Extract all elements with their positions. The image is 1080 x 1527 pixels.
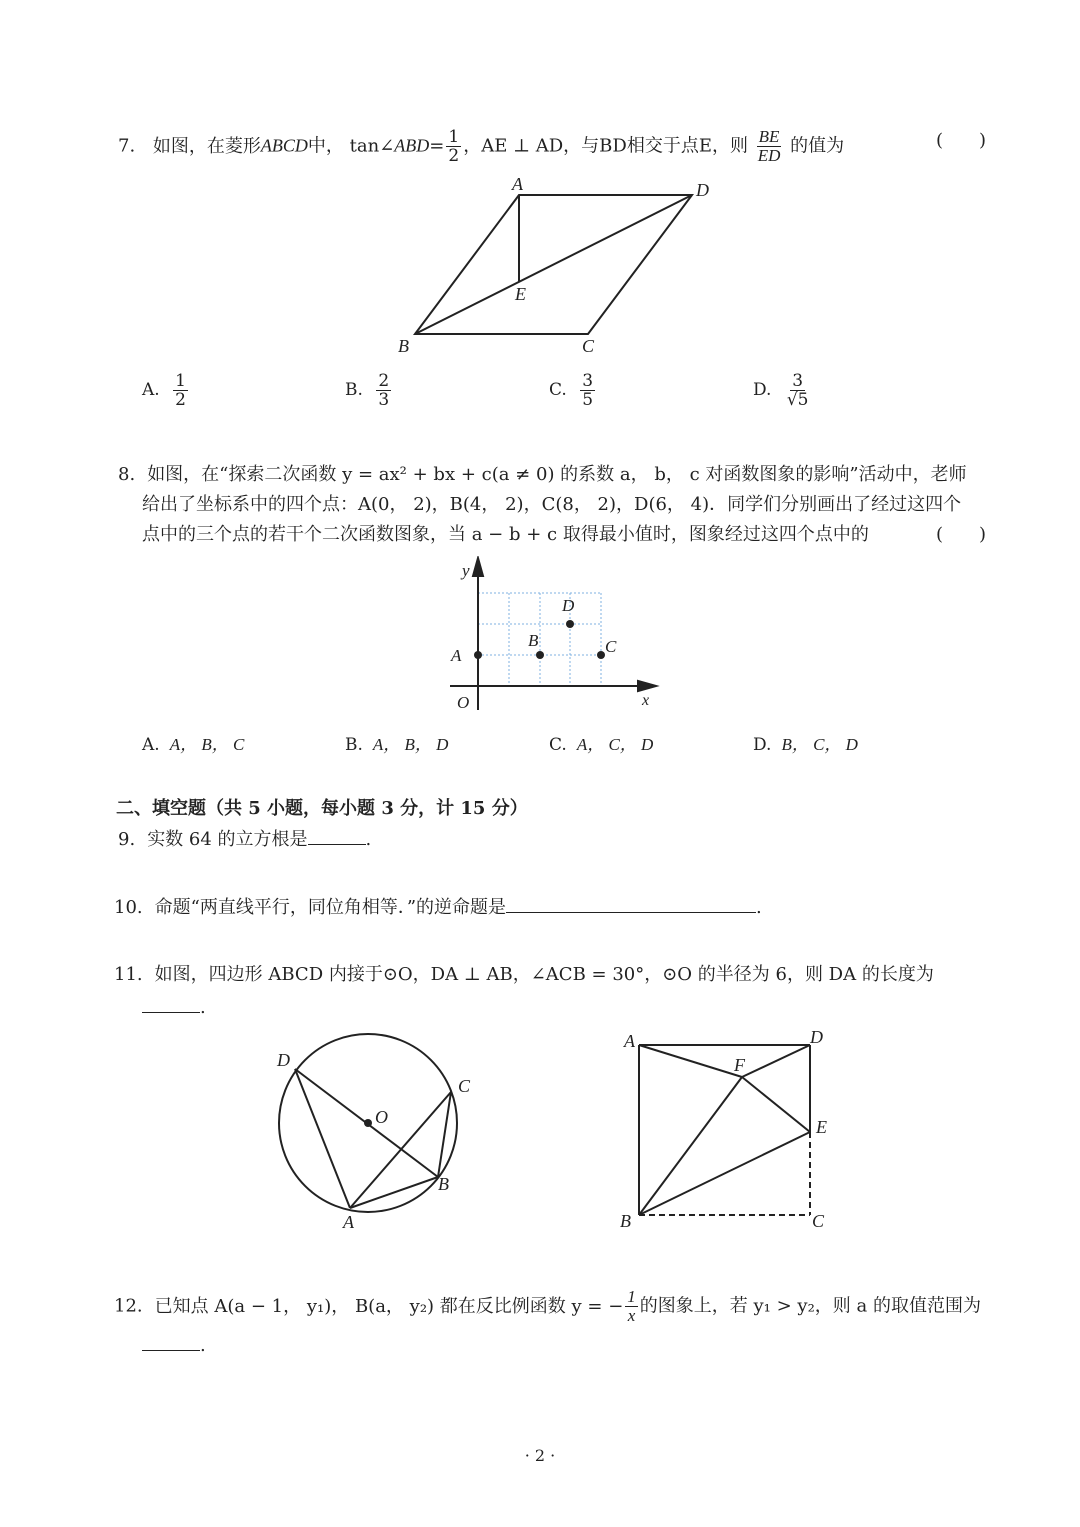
q7-stem: 7. 如图，在菱形ABCD中， tan∠ABD= $\frac{1}{2}$ ，AE ⊥ AD，与BD相交于点E，则 $\frac{BE}{ED}$ 的值为: [118, 127, 845, 166]
label-d: D: [562, 596, 575, 615]
q12-fraction: $\frac{1}{x}$: [627, 1287, 636, 1325]
q11-number: 11.: [114, 964, 143, 985]
label-d: D: [277, 1050, 290, 1070]
q10-answer-blank[interactable]: [506, 894, 756, 913]
label-d: D: [696, 180, 709, 200]
label-c: C: [605, 637, 617, 656]
label-d: D: [810, 1027, 823, 1047]
q8-option-c[interactable]: C. A， C， D: [549, 735, 654, 755]
q8-stem-line2: 给出了坐标系中的四个点：A(0， 2)，B(4， 2)，C(8， 2)，D(6， 4)．同学们分别画出了经过这四个: [142, 494, 962, 515]
label-x: x: [642, 692, 650, 709]
label-f: F: [734, 1055, 745, 1075]
q8-coordinate-figure: [440, 556, 670, 716]
label-b: B: [620, 1211, 631, 1231]
q7-option-d[interactable]: D. $\frac{3}{√5}$: [753, 371, 809, 410]
q7-tan-fraction: $\frac{1}{2}$: [448, 127, 460, 166]
label-a: A: [624, 1031, 635, 1051]
section-2-title: 二、填空题（共 5 小题，每小题 3 分，计 15 分）: [116, 798, 528, 819]
q12-stem: 12. 已知点 A(a − 1， y₁)， B(a， y₂) 都在反比例函数 y = − $\frac{1}{x}$ 的图象上，若 y₁ > y₂，则 a 的取值范围为: [114, 1287, 981, 1325]
center-o: [364, 1119, 372, 1127]
q10-number: 10.: [114, 897, 143, 918]
q8-answer-paren: ( ): [936, 524, 987, 545]
point-b: [536, 651, 544, 659]
q10: 10. 命题“两直线平行，同位角相等．”的逆命题是 .: [114, 894, 762, 921]
segment-fe: [742, 1077, 810, 1132]
label-o: O: [457, 693, 470, 712]
label-c: C: [812, 1211, 825, 1231]
q8-stem-line1: 8. 如图，在“探索二次函数 y = ax² + bx + c(a ≠ 0) 的系数 a， b， c 对函数图象的影响”活动中，老师: [118, 464, 967, 485]
x-axis-arrow: [638, 681, 656, 691]
page-number: · 2 ·: [524, 1446, 556, 1465]
q8-option-b[interactable]: B. A， B， D: [345, 735, 449, 755]
q9-answer-blank[interactable]: [308, 826, 366, 845]
q7-option-c[interactable]: C. $\frac{3}{5}$: [549, 371, 594, 410]
point-a: [474, 651, 482, 659]
label-a: A: [451, 646, 462, 665]
q7-answer-paren: ( ): [936, 130, 987, 151]
label-e: E: [816, 1117, 827, 1137]
label-o: O: [375, 1107, 388, 1127]
label-e: E: [515, 284, 526, 304]
q12-number: 12.: [114, 1295, 143, 1317]
label-y: y: [462, 561, 470, 580]
segment-be: [639, 1132, 810, 1215]
q9: 9. 实数 64 的立方根是 .: [118, 826, 371, 853]
label-b: B: [398, 336, 409, 356]
diagonal-bd: [415, 195, 692, 334]
square-figure: [612, 1025, 837, 1235]
q11-answer-line: .: [142, 994, 206, 1021]
segment-fd: [742, 1045, 810, 1077]
label-a: A: [343, 1212, 354, 1232]
q7-rhombus-figure: [390, 172, 730, 362]
q11-stem: 11. 如图，四边形 ABCD 内接于⊙O，DA ⊥ AB，∠ACB = 30°，⊙O 的半径为 6，则 DA 的长度为: [114, 964, 934, 985]
q12-answer-blank[interactable]: [142, 1332, 200, 1351]
q8-option-a[interactable]: A. A， B， C: [142, 735, 245, 755]
point-c: [597, 651, 605, 659]
q11-answer-blank[interactable]: [142, 994, 200, 1013]
segment-bf: [639, 1077, 742, 1215]
q11-circle-figure: [265, 1030, 490, 1235]
q7-option-b[interactable]: B. $\frac{2}{3}$: [345, 371, 390, 410]
label-c: C: [582, 336, 595, 356]
q8-number: 8.: [118, 464, 136, 485]
q8-option-d[interactable]: D. B， C， D: [753, 735, 858, 755]
q7-number: 7.: [118, 135, 136, 157]
q9-number: 9.: [118, 829, 136, 850]
y-axis-arrow: [473, 558, 483, 576]
label-b: B: [438, 1174, 449, 1194]
q7-option-a[interactable]: A. $\frac{1}{2}$: [142, 371, 186, 410]
q12-answer-line: .: [142, 1332, 206, 1359]
grid-lines: [478, 593, 601, 686]
label-b: B: [528, 631, 539, 650]
label-c: C: [458, 1076, 471, 1096]
q8-stem-line3: 点中的三个点的若干个二次函数图象，当 a − b + c 取得最小值时，图象经过这四个点中的: [142, 524, 869, 545]
segment-af: [639, 1045, 742, 1077]
label-a: A: [512, 174, 523, 194]
q7-ratio-fraction: $\frac{BE}{ED}$: [757, 127, 781, 165]
point-d: [566, 620, 574, 628]
